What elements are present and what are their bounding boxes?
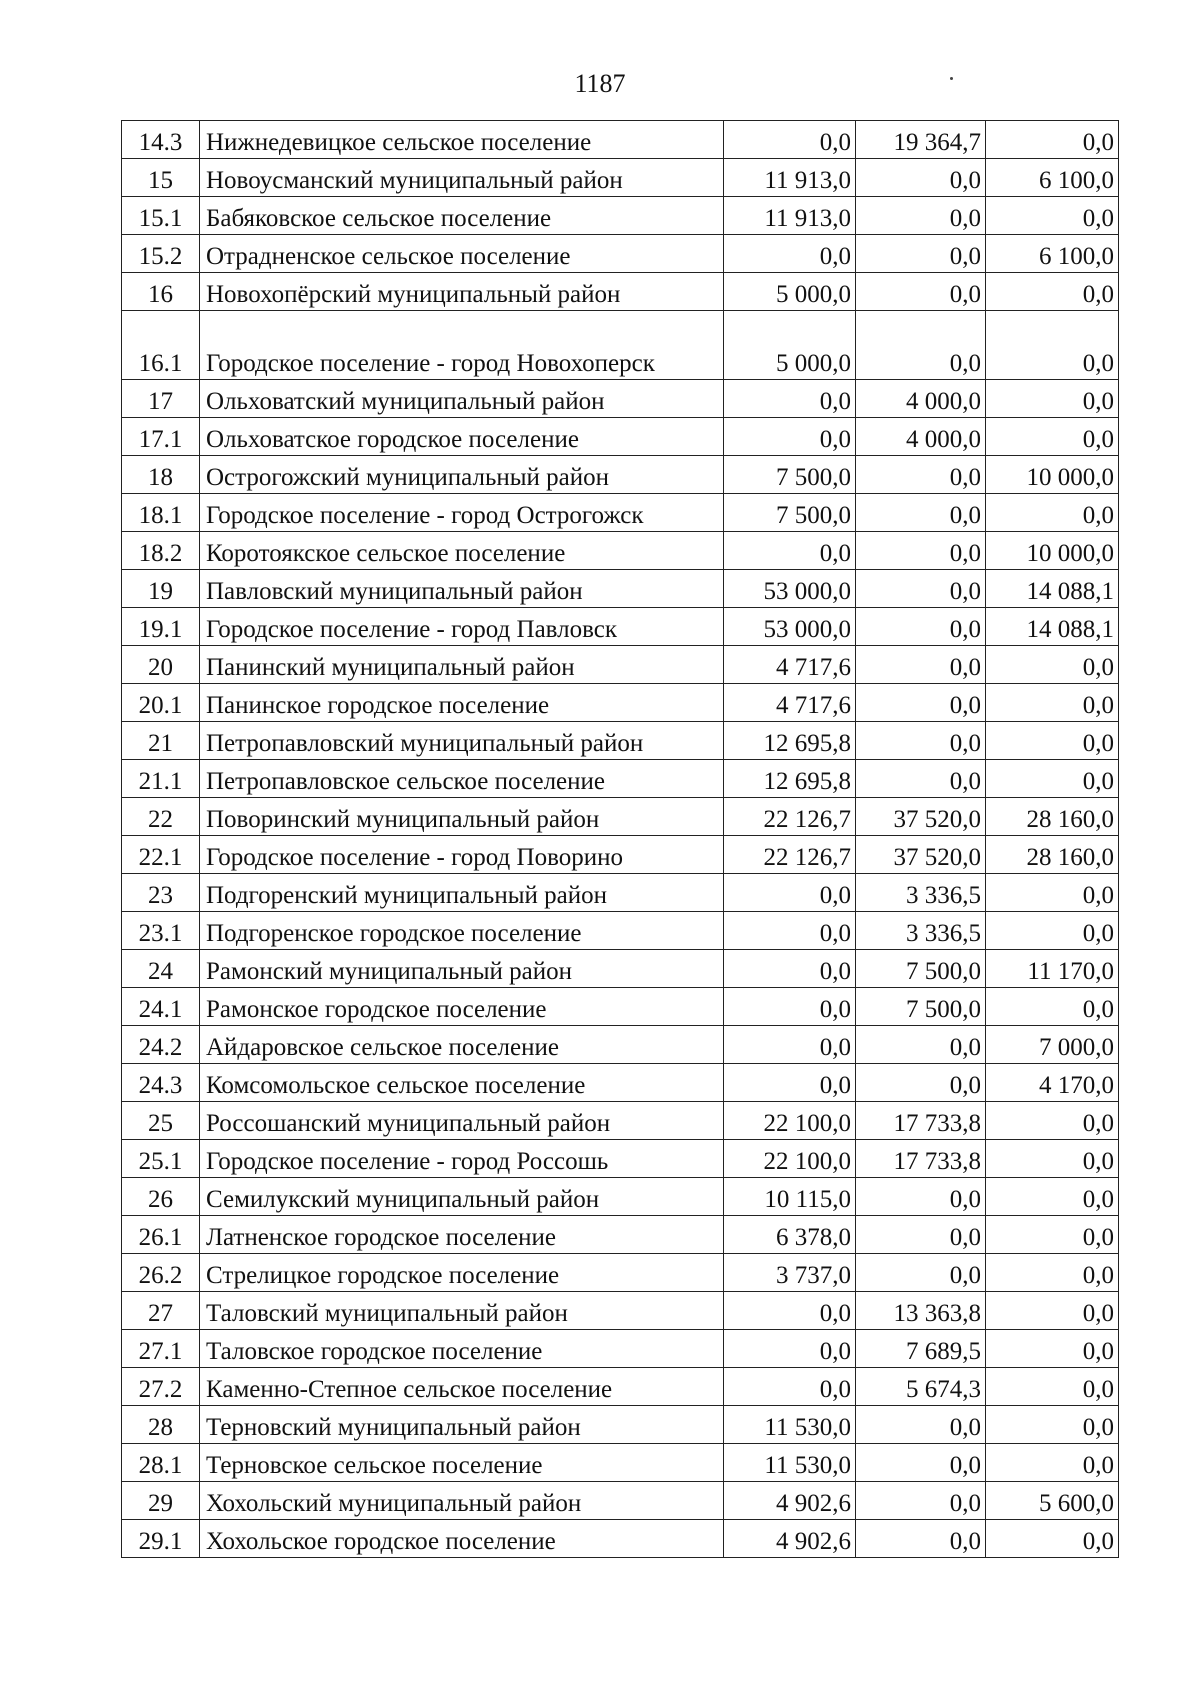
- value-1-cell: 11 530,0: [724, 1406, 856, 1444]
- row-number-cell: 26.1: [122, 1216, 200, 1254]
- value-3-cell: 0,0: [986, 1178, 1119, 1216]
- row-name-cell: Городское поселение - город Новохоперск: [200, 311, 724, 380]
- value-1-cell: 0,0: [724, 1368, 856, 1406]
- row-number-cell: 29.1: [122, 1520, 200, 1558]
- value-3-cell: 0,0: [986, 988, 1119, 1026]
- value-2-cell: 37 520,0: [856, 836, 986, 874]
- row-name-cell: Новохопёрский муниципальный район: [200, 273, 724, 311]
- table-row: [122, 1140, 1119, 1178]
- value-2-cell: 0,0: [856, 159, 986, 197]
- row-name-cell: Острогожский муниципальный район: [200, 456, 724, 494]
- table-row: [122, 1406, 1119, 1444]
- row-name-cell: Семилукский муниципальный район: [200, 1178, 724, 1216]
- value-3-cell: 14 088,1: [986, 608, 1119, 646]
- value-1-cell: 0,0: [724, 988, 856, 1026]
- value-3-cell: 0,0: [986, 1216, 1119, 1254]
- table-row: [122, 532, 1119, 570]
- value-1-cell: 7 500,0: [724, 456, 856, 494]
- row-name-cell: Таловский муниципальный район: [200, 1292, 724, 1330]
- row-name-cell: Ольховатский муниципальный район: [200, 380, 724, 418]
- value-3-cell: 11 170,0: [986, 950, 1119, 988]
- table-row: [122, 235, 1119, 273]
- value-2-cell: 0,0: [856, 1216, 986, 1254]
- value-2-cell: 4 000,0: [856, 418, 986, 456]
- table-row: [122, 1102, 1119, 1140]
- value-3-cell: 0,0: [986, 1520, 1119, 1558]
- value-1-cell: 6 378,0: [724, 1216, 856, 1254]
- value-2-cell: 0,0: [856, 494, 986, 532]
- table-row: [122, 1216, 1119, 1254]
- table-row: [122, 950, 1119, 988]
- row-name-cell: Рамонское городское поселение: [200, 988, 724, 1026]
- table-row: [122, 1444, 1119, 1482]
- row-number-cell: 19.1: [122, 608, 200, 646]
- value-3-cell: 10 000,0: [986, 456, 1119, 494]
- table-row: [122, 418, 1119, 456]
- row-name-cell: Хохольский муниципальный район: [200, 1482, 724, 1520]
- table-row: [122, 570, 1119, 608]
- value-3-cell: 0,0: [986, 874, 1119, 912]
- row-number-cell: 27: [122, 1292, 200, 1330]
- table-row: [122, 798, 1119, 836]
- table-row: [122, 836, 1119, 874]
- row-number-cell: 29: [122, 1482, 200, 1520]
- value-1-cell: 4 902,6: [724, 1482, 856, 1520]
- table-row: [122, 988, 1119, 1026]
- table-row: [122, 684, 1119, 722]
- value-1-cell: 0,0: [724, 1330, 856, 1368]
- value-1-cell: 0,0: [724, 874, 856, 912]
- value-2-cell: 0,0: [856, 1254, 986, 1292]
- row-number-cell: 20.1: [122, 684, 200, 722]
- row-name-cell: Коротоякское сельское поселение: [200, 532, 724, 570]
- value-1-cell: 0,0: [724, 912, 856, 950]
- table-row: [122, 1178, 1119, 1216]
- row-number-cell: 19: [122, 570, 200, 608]
- row-name-cell: Городское поселение - город Поворино: [200, 836, 724, 874]
- row-name-cell: Ольховатское городское поселение: [200, 418, 724, 456]
- value-3-cell: 0,0: [986, 494, 1119, 532]
- row-number-cell: 26.2: [122, 1254, 200, 1292]
- value-1-cell: 12 695,8: [724, 760, 856, 798]
- value-1-cell: 0,0: [724, 1026, 856, 1064]
- value-2-cell: 0,0: [856, 608, 986, 646]
- value-1-cell: 3 737,0: [724, 1254, 856, 1292]
- value-2-cell: 0,0: [856, 1520, 986, 1558]
- row-name-cell: Новоусманский муниципальный район: [200, 159, 724, 197]
- row-name-cell: Стрелицкое городское поселение: [200, 1254, 724, 1292]
- row-name-cell: Отрадненское сельское поселение: [200, 235, 724, 273]
- row-name-cell: Таловское городское поселение: [200, 1330, 724, 1368]
- value-1-cell: 0,0: [724, 1292, 856, 1330]
- value-3-cell: 0,0: [986, 1330, 1119, 1368]
- value-3-cell: 4 170,0: [986, 1064, 1119, 1102]
- table-body: [122, 121, 1119, 1558]
- table-row: [122, 1482, 1119, 1520]
- row-number-cell: 22.1: [122, 836, 200, 874]
- table-row: [122, 1520, 1119, 1558]
- row-name-cell: Хохольское городское поселение: [200, 1520, 724, 1558]
- row-name-cell: Комсомольское сельское поселение: [200, 1064, 724, 1102]
- row-number-cell: 28.1: [122, 1444, 200, 1482]
- row-name-cell: Терновское сельское поселение: [200, 1444, 724, 1482]
- value-3-cell: 0,0: [986, 1102, 1119, 1140]
- value-1-cell: 4 902,6: [724, 1520, 856, 1558]
- value-2-cell: 0,0: [856, 570, 986, 608]
- row-number-cell: 18.2: [122, 532, 200, 570]
- table-row: [122, 273, 1119, 311]
- value-2-cell: 0,0: [856, 1064, 986, 1102]
- value-2-cell: 0,0: [856, 1406, 986, 1444]
- scan-speck: [950, 77, 953, 80]
- row-number-cell: 16: [122, 273, 200, 311]
- table-row: [122, 874, 1119, 912]
- value-3-cell: 10 000,0: [986, 532, 1119, 570]
- row-name-cell: Петропавловский муниципальный район: [200, 722, 724, 760]
- value-1-cell: 7 500,0: [724, 494, 856, 532]
- value-3-cell: 0,0: [986, 646, 1119, 684]
- value-1-cell: 22 126,7: [724, 798, 856, 836]
- value-1-cell: 22 126,7: [724, 836, 856, 874]
- value-2-cell: 13 363,8: [856, 1292, 986, 1330]
- value-1-cell: 0,0: [724, 532, 856, 570]
- table-row: [122, 197, 1119, 235]
- table-row: [122, 1292, 1119, 1330]
- value-2-cell: 7 500,0: [856, 950, 986, 988]
- value-2-cell: 3 336,5: [856, 912, 986, 950]
- value-1-cell: 0,0: [724, 950, 856, 988]
- value-3-cell: 0,0: [986, 197, 1119, 235]
- page-number: 1187: [574, 69, 626, 98]
- row-number-cell: 22: [122, 798, 200, 836]
- table-row: [122, 311, 1119, 380]
- value-3-cell: 0,0: [986, 273, 1119, 311]
- row-number-cell: 24.2: [122, 1026, 200, 1064]
- row-number-cell: 23.1: [122, 912, 200, 950]
- value-3-cell: 0,0: [986, 121, 1119, 159]
- value-3-cell: 28 160,0: [986, 798, 1119, 836]
- value-3-cell: 0,0: [986, 912, 1119, 950]
- row-name-cell: Подгоренский муниципальный район: [200, 874, 724, 912]
- row-number-cell: 24.3: [122, 1064, 200, 1102]
- value-3-cell: 0,0: [986, 1140, 1119, 1178]
- value-3-cell: 0,0: [986, 722, 1119, 760]
- row-number-cell: 23: [122, 874, 200, 912]
- row-name-cell: Латненское городское поселение: [200, 1216, 724, 1254]
- value-1-cell: 0,0: [724, 235, 856, 273]
- row-number-cell: 18: [122, 456, 200, 494]
- value-2-cell: 7 689,5: [856, 1330, 986, 1368]
- table-row: [122, 760, 1119, 798]
- row-name-cell: Городское поселение - город Острогожск: [200, 494, 724, 532]
- value-1-cell: 0,0: [724, 380, 856, 418]
- row-number-cell: 24.1: [122, 988, 200, 1026]
- value-3-cell: 0,0: [986, 418, 1119, 456]
- value-3-cell: 6 100,0: [986, 235, 1119, 273]
- row-number-cell: 17: [122, 380, 200, 418]
- value-3-cell: 0,0: [986, 1444, 1119, 1482]
- table-row: [122, 646, 1119, 684]
- value-3-cell: 0,0: [986, 1406, 1119, 1444]
- value-3-cell: 5 600,0: [986, 1482, 1119, 1520]
- value-3-cell: 7 000,0: [986, 1026, 1119, 1064]
- row-number-cell: 26: [122, 1178, 200, 1216]
- value-2-cell: 0,0: [856, 684, 986, 722]
- row-name-cell: Россошанский муниципальный район: [200, 1102, 724, 1140]
- value-2-cell: 17 733,8: [856, 1140, 986, 1178]
- value-1-cell: 0,0: [724, 121, 856, 159]
- value-1-cell: 53 000,0: [724, 608, 856, 646]
- value-1-cell: 22 100,0: [724, 1140, 856, 1178]
- row-number-cell: 24: [122, 950, 200, 988]
- table-row: [122, 159, 1119, 197]
- value-1-cell: 53 000,0: [724, 570, 856, 608]
- row-number-cell: 15: [122, 159, 200, 197]
- value-3-cell: 28 160,0: [986, 836, 1119, 874]
- table-row: [122, 1330, 1119, 1368]
- table-row: [122, 121, 1119, 159]
- value-2-cell: 0,0: [856, 273, 986, 311]
- row-name-cell: Подгоренское городское поселение: [200, 912, 724, 950]
- value-2-cell: 0,0: [856, 532, 986, 570]
- table-row: [122, 380, 1119, 418]
- value-1-cell: 11 530,0: [724, 1444, 856, 1482]
- table-row: [122, 608, 1119, 646]
- row-number-cell: 14.3: [122, 121, 200, 159]
- value-2-cell: 4 000,0: [856, 380, 986, 418]
- value-2-cell: 0,0: [856, 1444, 986, 1482]
- value-2-cell: 19 364,7: [856, 121, 986, 159]
- row-number-cell: 16.1: [122, 311, 200, 380]
- table-row: [122, 1254, 1119, 1292]
- table-row: [122, 1026, 1119, 1064]
- row-number-cell: 25: [122, 1102, 200, 1140]
- value-2-cell: 37 520,0: [856, 798, 986, 836]
- value-2-cell: 0,0: [856, 456, 986, 494]
- row-number-cell: 17.1: [122, 418, 200, 456]
- row-name-cell: Терновский муниципальный район: [200, 1406, 724, 1444]
- value-3-cell: 0,0: [986, 1368, 1119, 1406]
- table-row: [122, 722, 1119, 760]
- value-1-cell: 4 717,6: [724, 646, 856, 684]
- value-1-cell: 11 913,0: [724, 197, 856, 235]
- value-1-cell: 5 000,0: [724, 273, 856, 311]
- value-2-cell: 0,0: [856, 1026, 986, 1064]
- row-name-cell: Панинский муниципальный район: [200, 646, 724, 684]
- row-number-cell: 21: [122, 722, 200, 760]
- data-table: [121, 120, 1119, 1558]
- row-number-cell: 18.1: [122, 494, 200, 532]
- value-2-cell: 0,0: [856, 1482, 986, 1520]
- row-name-cell: Панинское городское поселение: [200, 684, 724, 722]
- value-3-cell: 0,0: [986, 760, 1119, 798]
- row-number-cell: 20: [122, 646, 200, 684]
- row-name-cell: Айдаровское сельское поселение: [200, 1026, 724, 1064]
- row-number-cell: 15.2: [122, 235, 200, 273]
- row-number-cell: 28: [122, 1406, 200, 1444]
- row-number-cell: 25.1: [122, 1140, 200, 1178]
- row-number-cell: 27.2: [122, 1368, 200, 1406]
- value-1-cell: 0,0: [724, 418, 856, 456]
- value-2-cell: 17 733,8: [856, 1102, 986, 1140]
- value-1-cell: 12 695,8: [724, 722, 856, 760]
- value-1-cell: 0,0: [724, 1064, 856, 1102]
- value-2-cell: 0,0: [856, 197, 986, 235]
- value-1-cell: 11 913,0: [724, 159, 856, 197]
- table-row: [122, 912, 1119, 950]
- row-name-cell: Поворинский муниципальный район: [200, 798, 724, 836]
- table-row: [122, 494, 1119, 532]
- value-1-cell: 5 000,0: [724, 311, 856, 380]
- value-3-cell: 0,0: [986, 1254, 1119, 1292]
- value-2-cell: 3 336,5: [856, 874, 986, 912]
- row-name-cell: Городское поселение - город Россошь: [200, 1140, 724, 1178]
- value-3-cell: 6 100,0: [986, 159, 1119, 197]
- value-2-cell: 7 500,0: [856, 988, 986, 1026]
- table-row: [122, 456, 1119, 494]
- value-3-cell: 0,0: [986, 311, 1119, 380]
- row-name-cell: Нижнедевицкое сельское поселение: [200, 121, 724, 159]
- row-name-cell: Городское поселение - город Павловск: [200, 608, 724, 646]
- value-3-cell: 0,0: [986, 684, 1119, 722]
- row-number-cell: 27.1: [122, 1330, 200, 1368]
- table-row: [122, 1368, 1119, 1406]
- value-1-cell: 22 100,0: [724, 1102, 856, 1140]
- table-row: [122, 1064, 1119, 1102]
- row-name-cell: Рамонский муниципальный район: [200, 950, 724, 988]
- value-3-cell: 0,0: [986, 1292, 1119, 1330]
- value-2-cell: 0,0: [856, 760, 986, 798]
- row-name-cell: Бабяковское сельское поселение: [200, 197, 724, 235]
- row-name-cell: Павловский муниципальный район: [200, 570, 724, 608]
- value-2-cell: 5 674,3: [856, 1368, 986, 1406]
- value-2-cell: 0,0: [856, 235, 986, 273]
- row-name-cell: Каменно-Степное сельское поселение: [200, 1368, 724, 1406]
- value-1-cell: 10 115,0: [724, 1178, 856, 1216]
- row-number-cell: 21.1: [122, 760, 200, 798]
- row-name-cell: Петропавловское сельское поселение: [200, 760, 724, 798]
- value-2-cell: 0,0: [856, 311, 986, 380]
- value-2-cell: 0,0: [856, 646, 986, 684]
- value-3-cell: 0,0: [986, 380, 1119, 418]
- row-number-cell: 15.1: [122, 197, 200, 235]
- value-2-cell: 0,0: [856, 722, 986, 760]
- value-2-cell: 0,0: [856, 1178, 986, 1216]
- value-1-cell: 4 717,6: [724, 684, 856, 722]
- value-3-cell: 14 088,1: [986, 570, 1119, 608]
